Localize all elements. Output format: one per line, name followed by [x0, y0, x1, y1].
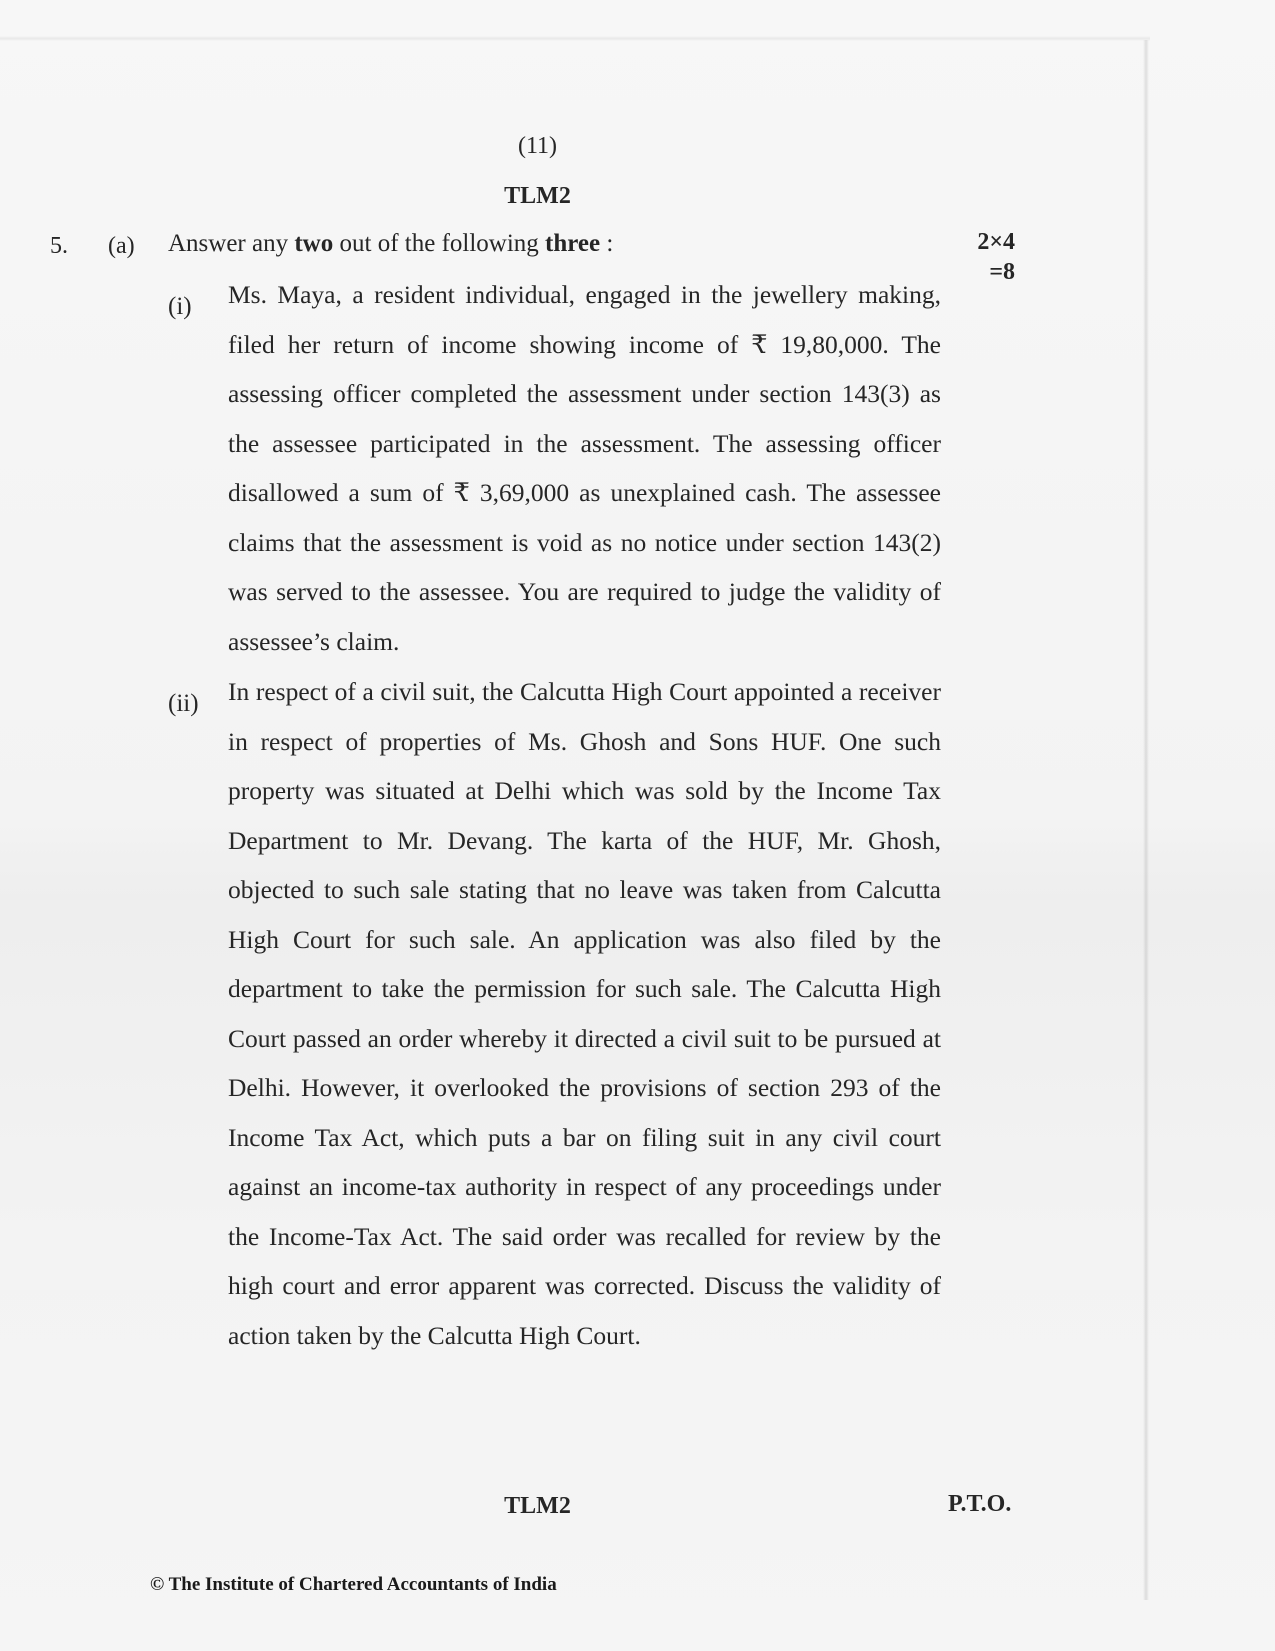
instruction-two: two — [294, 230, 334, 257]
instruction-three: three — [545, 230, 601, 257]
pto-label: P.T.O. — [948, 1491, 1012, 1517]
instruction-middle: out of the following — [333, 230, 546, 257]
subquestion-2-text: In respect of a civil suit, the Calcutta High Court appointed a receiver in respect of properties of Ms. Ghosh and Sons HUF. One such property was situated at Delhi which was sold by the Income Tax Department to Mr. Devang. The karta of the HUF, Mr. Ghosh, objected to such sale stating that no leave was taken from Calcutta High Court for such sale. An application was also filed by the department to take the permission for such sale. The Calcutta High Court passed an order whereby it directed a civil suit to be pursued at Delhi. However, it overlooked the provisions of section 293 of the Income Tax Act, which puts a bar on filing suit in any civil court against an income-tax authority in respect of any proceedings under the Income-Tax Act. The said order was recalled for review by the high court and error apparent was corrected. Discuss the validity of action taken by the Calcutta High Court. — [228, 677, 941, 1350]
marks-allocation — [955, 227, 1015, 287]
footer-paper-code: TLM2 — [504, 1493, 571, 1519]
scan-right-edge — [1143, 40, 1149, 1600]
question-instruction — [168, 230, 613, 258]
header-paper-code: TLM2 — [504, 183, 571, 209]
subquestion-1-text: Ms. Maya, a resident individual, engaged in the jewellery making, filed her return of income showing income of ₹ 19,80,000. The assessing officer completed the assessment under section 143(3) as the assessee participated in the assessment. The assessing officer disallowed a sum of ₹ 3,69,000 as unexplained cash. The assessee claims that the assessment is void as no notice under section 143(2) was served to the assessee. You are required to judge the validity of assessee’s claim. — [228, 280, 941, 656]
copyright-notice: © The Institute of Chartered Accountants of India — [150, 1574, 557, 1595]
subquestion-1-number: (i) — [168, 293, 192, 320]
marks-line-1: 2×4 — [977, 229, 1015, 255]
question-number: 5. — [50, 233, 68, 259]
page-number: (11) — [517, 133, 558, 159]
instruction-prefix: Answer any — [168, 230, 295, 257]
scan-top-edge — [0, 36, 1150, 41]
subquestion-2-number: (ii) — [168, 690, 199, 717]
marks-line-2: =8 — [989, 259, 1015, 285]
instruction-suffix: : — [600, 230, 614, 257]
question-part: (a) — [108, 233, 135, 259]
